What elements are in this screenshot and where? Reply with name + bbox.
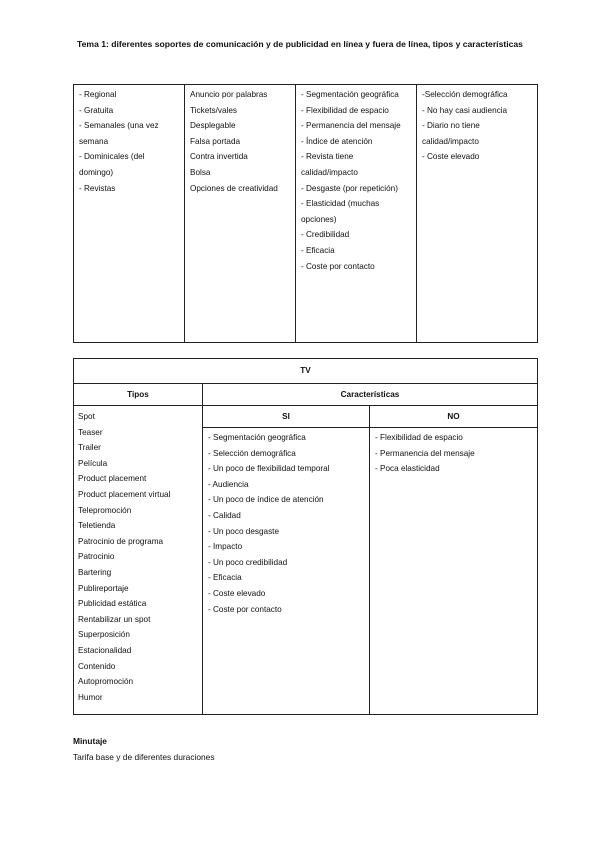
- list-item: Product placement: [78, 474, 147, 484]
- list-item: - Un poco desgaste: [208, 526, 280, 536]
- list-item: - Credibilidad: [301, 230, 350, 240]
- list-item: Bolsa: [190, 167, 211, 177]
- list-item: - Coste elevado: [208, 588, 266, 598]
- no-header: NO: [370, 406, 538, 428]
- tipos-header: Tipos: [74, 384, 203, 406]
- list-item: Humor: [78, 692, 103, 702]
- list-item: - Eficacia: [208, 573, 242, 583]
- list-item: - Un poco credibilidad: [208, 557, 288, 567]
- document-title: Tema 1: diferentes soportes de comunicación y de publicidad en línea y fuera de línea, tipos y características: [77, 39, 523, 49]
- list-item: - Dominicales (del domingo): [79, 152, 145, 177]
- list-item: Superposición: [78, 630, 130, 640]
- list-item: - Impacto: [208, 542, 243, 552]
- list-item: - Un poco de índice de atención: [208, 495, 324, 505]
- list-item: - Permanencia del mensaje: [375, 448, 475, 458]
- minutaje-heading: Minutaje: [73, 736, 107, 746]
- press-types-cell: [74, 85, 185, 343]
- press-advantages-list: [301, 87, 411, 274]
- caracteristicas-header: Características: [203, 384, 538, 406]
- list-item: - Segmentación geográfica: [208, 433, 306, 442]
- list-item: - Coste por contacto: [208, 604, 282, 614]
- list-item: - Poca elasticidad: [375, 464, 440, 474]
- press-advantages-cell: [296, 85, 417, 343]
- tv-si-cell: [203, 428, 370, 715]
- list-item: - Calidad: [208, 510, 241, 520]
- list-item: - Audiencia: [208, 479, 249, 489]
- list-item: Teletienda: [78, 521, 116, 531]
- list-item: Anuncio por palabras: [190, 90, 268, 99]
- list-item: - Coste por contacto: [301, 261, 375, 271]
- tv-no-cell: [370, 428, 538, 715]
- list-item: Autopromoción: [78, 677, 134, 687]
- list-item: Product placement virtual: [78, 489, 171, 499]
- list-item: - No hay casi audiencia: [422, 105, 508, 115]
- list-item: Patrocinio: [78, 552, 115, 562]
- tv-heading: TV: [74, 359, 538, 384]
- press-disadvantages-list: [422, 87, 532, 165]
- list-item: Estacionalidad: [78, 645, 132, 655]
- list-item: Película: [78, 458, 108, 468]
- list-item: - Eficacia: [301, 245, 335, 255]
- list-item: Contra invertida: [190, 152, 248, 162]
- list-item: Teaser: [78, 427, 103, 437]
- list-item: - Desgaste (por repetición): [301, 183, 398, 193]
- press-table: [73, 84, 538, 343]
- press-formats-list: [190, 87, 290, 196]
- list-item: - Diario no tiene calidad/impacto: [422, 121, 480, 146]
- press-types-list: [79, 87, 179, 196]
- list-item: - Semanales (una vez semana: [79, 121, 159, 146]
- list-item: - Revista tiene calidad/impacto: [301, 152, 358, 177]
- list-item: - Un poco de flexibilidad temporal: [208, 464, 330, 474]
- si-header: SI: [203, 406, 370, 428]
- list-item: - Flexibilidad de espacio: [375, 433, 463, 442]
- list-item: Bartering: [78, 567, 112, 577]
- tv-no-list: [375, 430, 532, 477]
- list-item: - Gratuita: [79, 105, 114, 115]
- list-item: Spot: [78, 412, 95, 421]
- tv-tipos-list: [78, 409, 198, 705]
- list-item: -Selección demográfica: [422, 90, 508, 99]
- list-item: Patrocinio de programa: [78, 536, 164, 546]
- list-item: Falsa portada: [190, 136, 241, 146]
- list-item: - Índice de atención: [301, 136, 373, 146]
- list-item: Telepromoción: [78, 505, 132, 515]
- tv-table: [73, 358, 538, 715]
- minutaje-text: Tarifa base y de diferentes duraciones: [73, 752, 215, 762]
- list-item: Tickets/vales: [190, 105, 238, 115]
- list-item: - Flexibilidad de espacio: [301, 105, 389, 115]
- list-item: - Elasticidad (muchas opciones): [301, 199, 380, 224]
- list-item: - Permanencia del mensaje: [301, 121, 401, 131]
- press-disadvantages-cell: [417, 85, 538, 343]
- list-item: Publireportaje: [78, 583, 129, 593]
- list-item: Trailer: [78, 443, 101, 453]
- list-item: - Selección demográfica: [208, 448, 296, 458]
- list-item: Publicidad estática: [78, 599, 147, 609]
- list-item: - Revistas: [79, 183, 116, 193]
- press-formats-cell: [185, 85, 296, 343]
- list-item: Desplegable: [190, 121, 236, 131]
- list-item: Opciones de creatividad: [190, 183, 278, 193]
- list-item: - Segmentación geográfica: [301, 90, 399, 99]
- tv-si-list: [208, 430, 364, 617]
- list-item: - Coste elevado: [422, 152, 480, 162]
- tv-tipos-cell: [74, 406, 203, 715]
- list-item: Contenido: [78, 661, 116, 671]
- list-item: - Regional: [79, 90, 117, 99]
- list-item: Rentabilizar un spot: [78, 614, 151, 624]
